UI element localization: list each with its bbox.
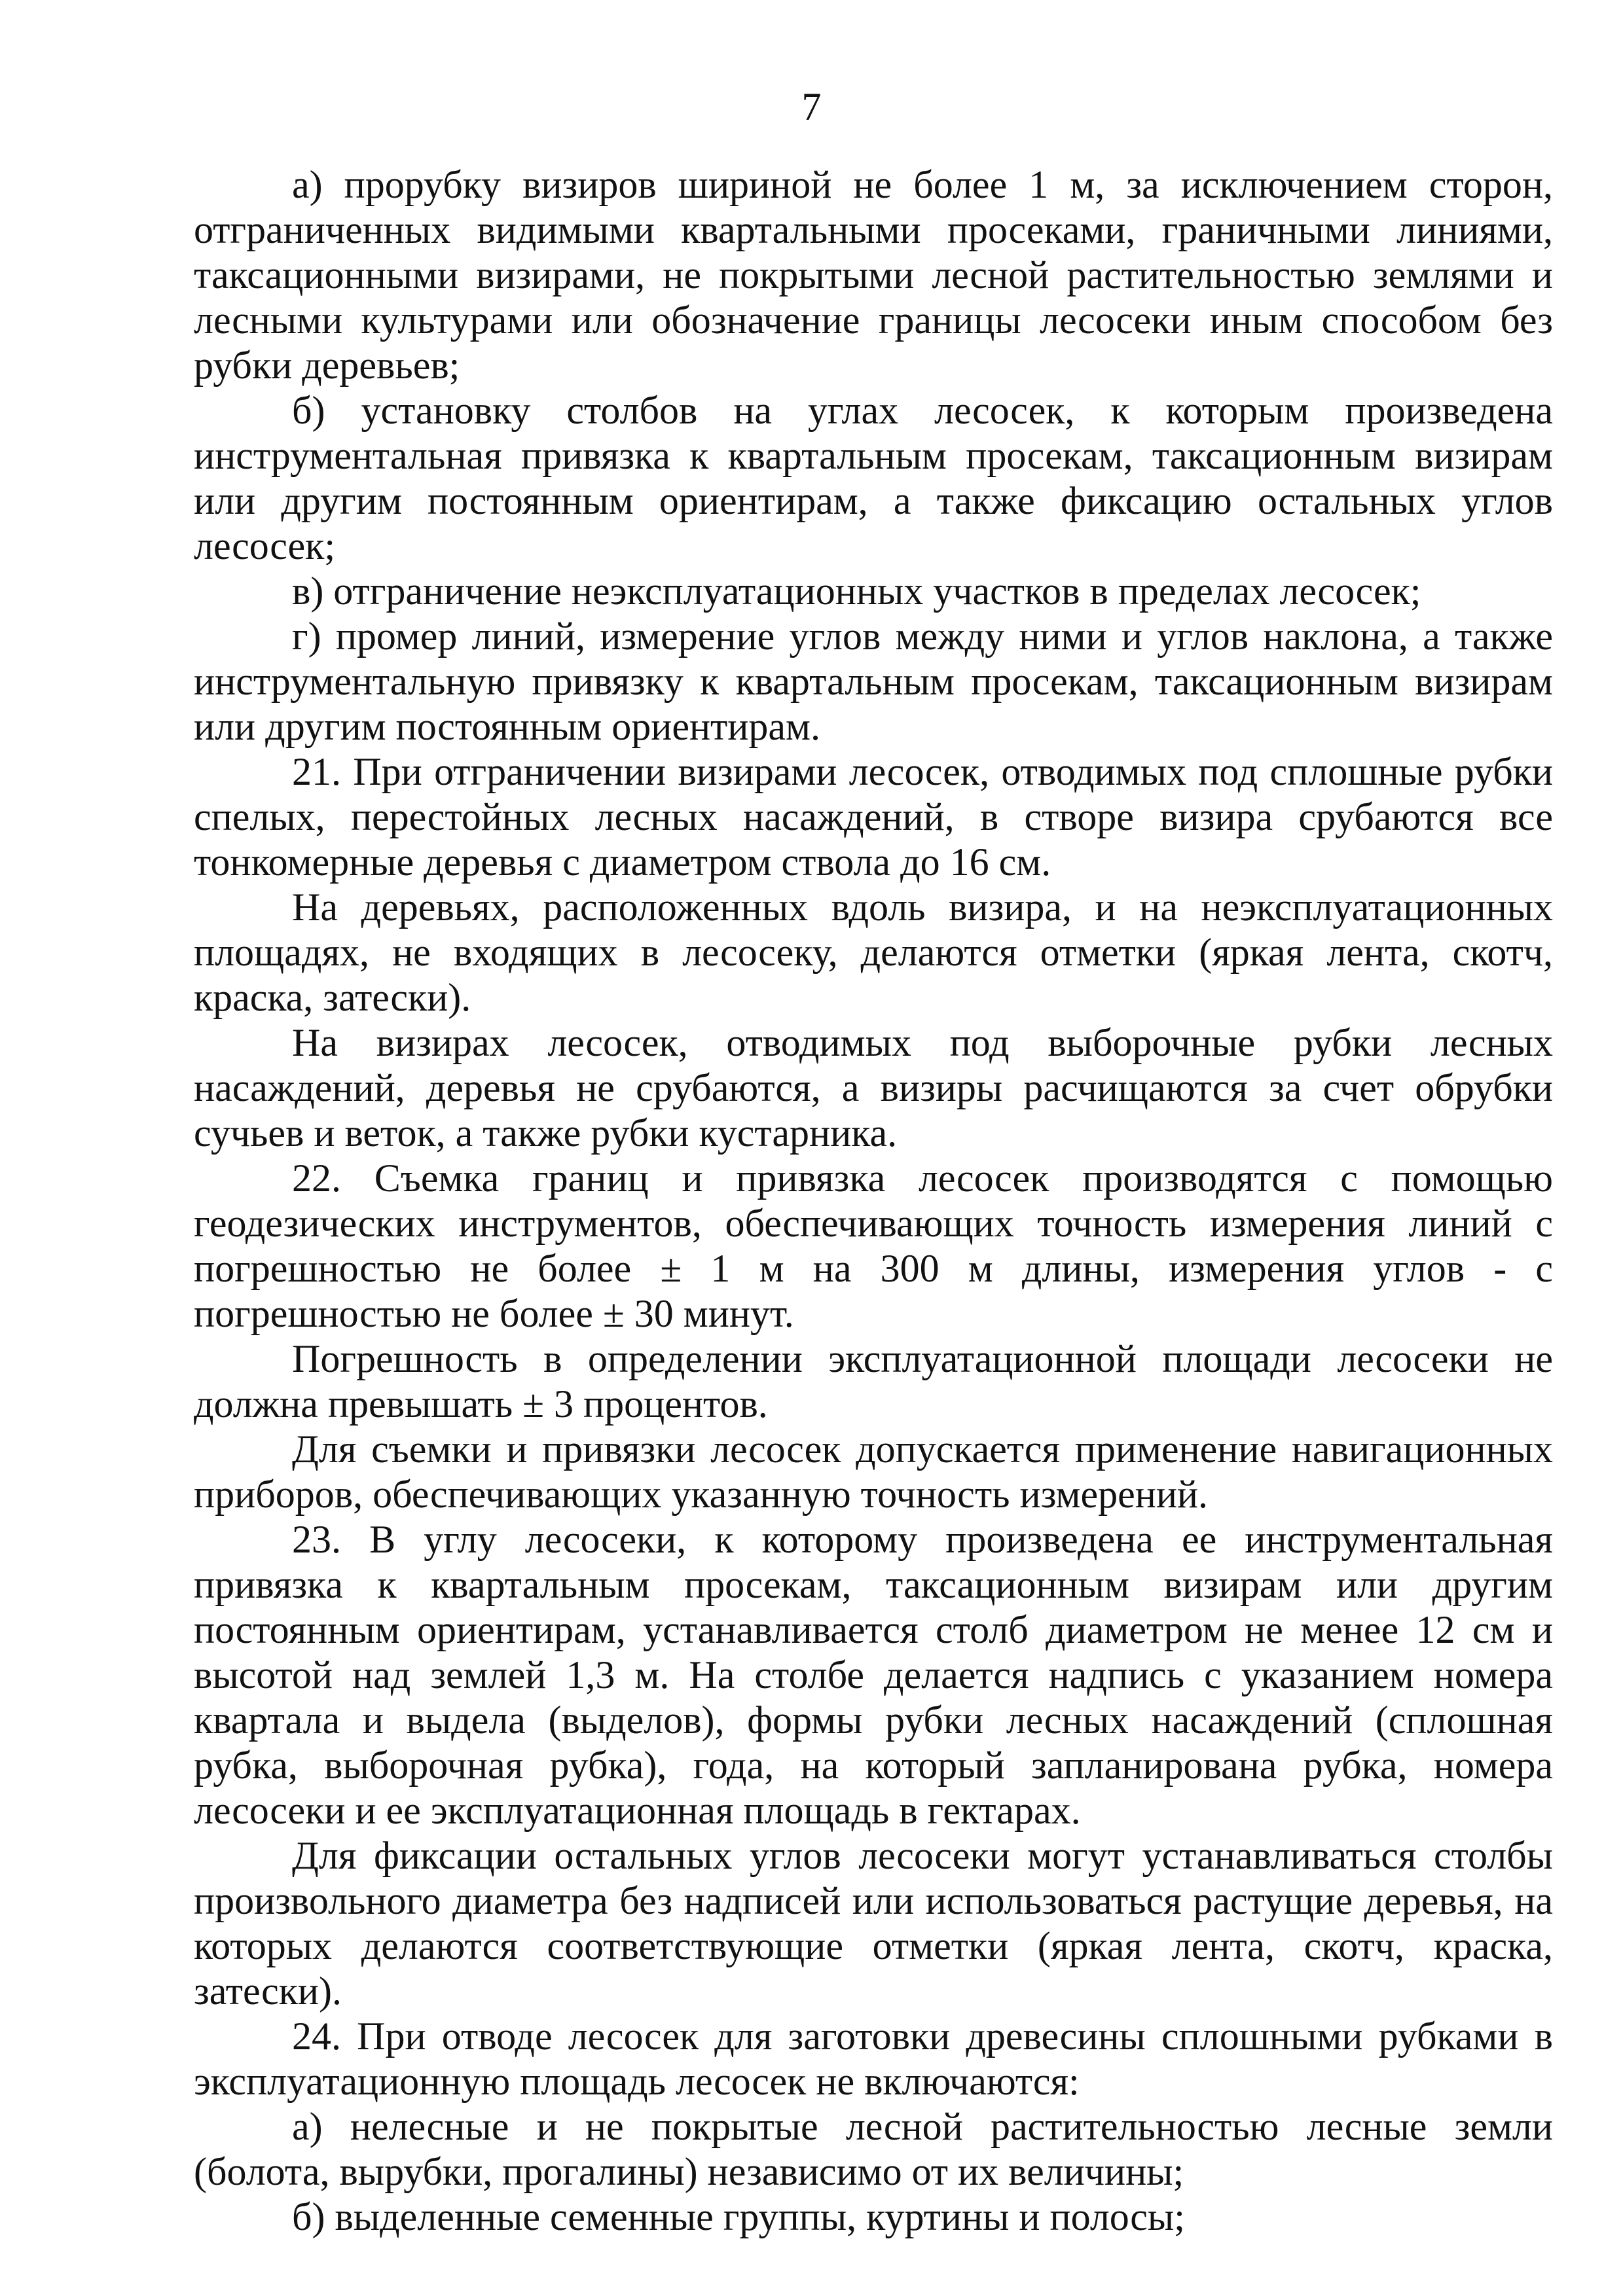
paragraph-24: 24. При отводе лесосек для заготовки древесины сплошными рубками в эксплуатационную площадь лесосек не включаются: bbox=[194, 2015, 1553, 2103]
paragraph-22: 22. Съемка границ и привязка лесосек производятся с помощью геодезических инструментов, обеспечивающих точность измерения линий с погрешностью не более ± 1 м на 300 м длины, измерения углов - с погрешностью не более ± 30 минут. bbox=[194, 1157, 1553, 1335]
paragraph-22-area-error: Погрешность в определении эксплуатационной площади лесосеки не должна превышать ± 3 процентов. bbox=[194, 1337, 1553, 1426]
paragraph-24a: а) нелесные и не покрытые лесной растительностью лесные земли (болота, вырубки, прогалины) независимо от их величины; bbox=[194, 2105, 1553, 2193]
paragraph-22-navigation: Для съемки и привязки лесосек допускается применение навигационных приборов, обеспечивающих указанную точность измерений. bbox=[194, 1427, 1553, 1516]
document-body bbox=[194, 162, 1553, 2240]
paragraph-20a: а) прорубку визиров шириной не более 1 м, за исключением сторон, отграниченных видимыми квартальными просеками, граничными линиями, таксационными визирами, не покрытыми лесной растительностью землями и лесными культурами или обозначение границы лесосеки иным способом без рубки деревьев; bbox=[194, 163, 1553, 387]
paragraph-24b: б) выделенные семенные группы, куртины и полосы; bbox=[292, 2195, 1185, 2238]
paragraph-21-selective: На визирах лесосек, отводимых под выборочные рубки лесных насаждений, деревья не срубаются, а визиры расчищаются за счет обрубки сучьев и веток, а также рубки кустарника. bbox=[194, 1021, 1553, 1155]
paragraph-20v: в) отграничение неэксплуатационных участков в пределах лесосек; bbox=[292, 569, 1421, 613]
paragraph-21: 21. При отграничении визирами лесосек, отводимых под сплошные рубки спелых, перестойных лесных насаждений, в створе визира срубаются все тонкомерные деревья с диаметром ствола до 16 см. bbox=[194, 750, 1553, 884]
page-number: 7 bbox=[801, 85, 822, 128]
paragraph-23: 23. В углу лесосеки, к которому произведена ее инструментальная привязка к квартальным просекам, таксационным визирам или другим постоянным ориентирам, устанавливается столб диаметром не менее 12 см и высотой над землей 1,3 м. На столбе делается надпись с указанием номера квартала и выдела (выделов), формы рубки лесных насаждений (сплошная рубка, выборочная рубка), года, на который запланирована рубка, номера лесосеки и ее эксплуатационная площадь в гектарах. bbox=[194, 1518, 1553, 1832]
paragraph-20b: б) установку столбов на углах лесосек, к которым произведена инструментальная привязка к квартальным просекам, таксационным визирам или другим постоянным ориентирам, а также фиксацию остальных углов лесосек; bbox=[194, 389, 1553, 567]
paragraph-23-corners: Для фиксации остальных углов лесосеки могут устанавливаться столбы произвольного диаметра без надписей или использоваться растущие деревья, на которых делаются соответствующие отметки (яркая лента, скотч, краска, затески). bbox=[194, 1834, 1553, 2013]
paragraph-21-markings: На деревьях, расположенных вдоль визира, и на неэксплуатационных площадях, не входящих в лесосеку, делаются отметки (яркая лента, скотч, краска, затески). bbox=[194, 886, 1553, 1019]
paragraph-20g: г) промер линий, измерение углов между ними и углов наклона, а также инструментальную привязку к квартальным просекам, таксационным визирам или другим постоянным ориентирам. bbox=[194, 615, 1553, 748]
